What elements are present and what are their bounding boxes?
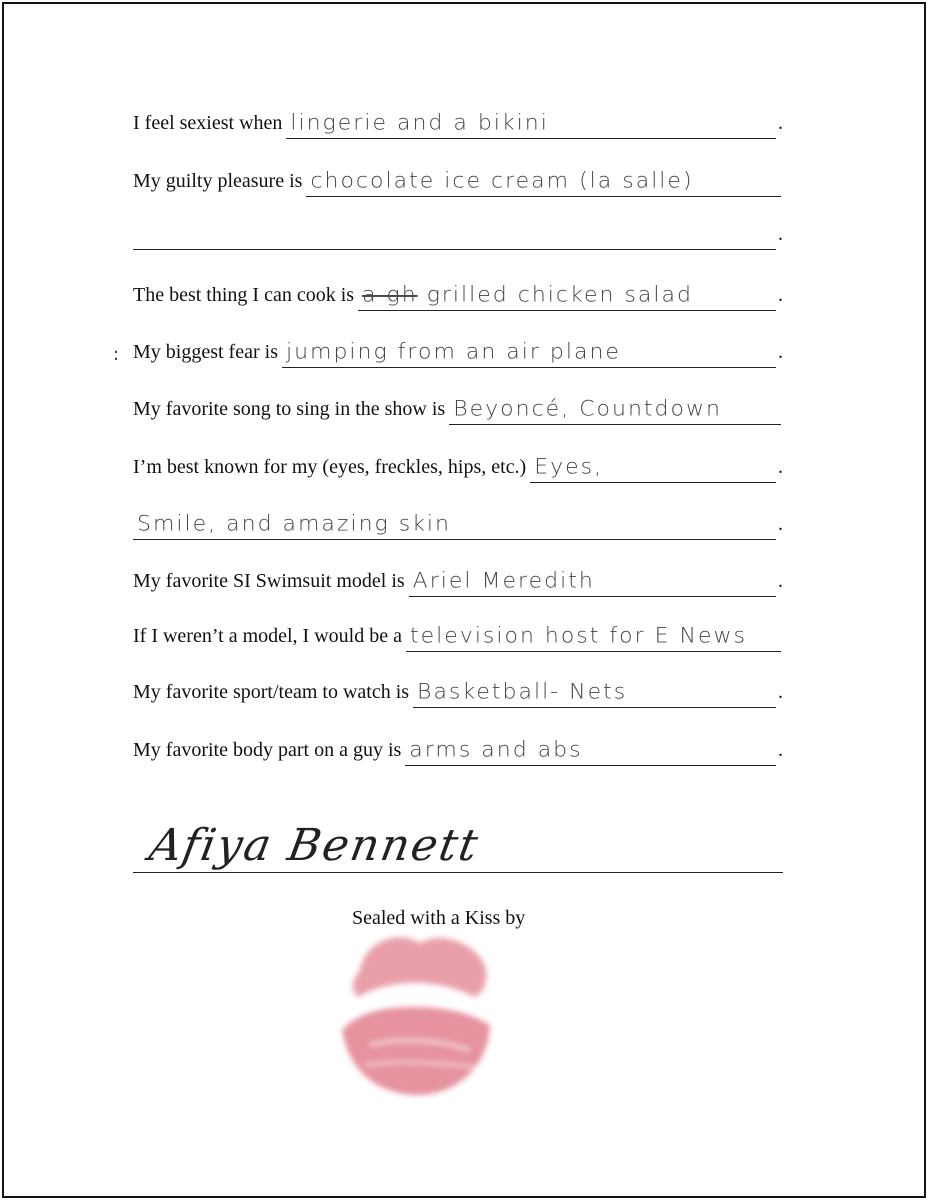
question-row: The best thing I can cook is a gh grilled chicken salad . — [133, 279, 783, 311]
question-label: The best thing I can cook is — [133, 284, 355, 306]
question-row — [133, 620, 783, 652]
handwritten-answer: Eyes, — [534, 455, 604, 480]
answer-line — [133, 219, 776, 250]
answer-line — [306, 166, 781, 197]
handwritten-answer: lingerie and a bikini — [290, 111, 549, 136]
upper-lip — [353, 937, 486, 997]
question-label: My favorite SI Swimsuit model is — [133, 570, 405, 592]
handwritten-answer: chocolate ice cream (la salle) — [310, 169, 694, 194]
question-label: My biggest fear is — [133, 341, 278, 363]
sealed-with-a-kiss-label: Sealed with a Kiss by — [352, 907, 526, 929]
handwritten-answer: jumping from an air plane — [285, 340, 621, 365]
handwritten-answer: a gh grilled chicken salad — [362, 283, 693, 308]
question-label: I’m best known for my (eyes, freckles, hips, etc.) — [133, 456, 527, 478]
question-label: My favorite sport/team to watch is — [133, 681, 410, 703]
question-label: My favorite song to sing in the show is — [133, 398, 446, 420]
question-row: My biggest fear is jumping from an air plane . — [133, 336, 783, 368]
question-label: My favorite body part on a guy is — [133, 739, 402, 761]
signature-line — [133, 872, 783, 873]
handwritten-answer: arms and abs — [409, 738, 583, 763]
lipstick-kiss-mark — [330, 925, 500, 1105]
handwritten-answer: Smile, and amazing skin — [137, 512, 451, 537]
question-row: I’m best known for my (eyes, freckles, hips, etc.) Eyes, . — [133, 451, 783, 483]
handwritten-answer: Basketball- Nets — [417, 680, 628, 705]
question-row: Smile, and amazing skin . — [133, 508, 783, 540]
struck-text: a gh — [362, 283, 418, 308]
margin-mark: : — [113, 344, 120, 365]
question-row — [133, 393, 783, 425]
handwritten-answer: Ariel Meredith — [412, 569, 595, 594]
answer-line — [286, 108, 776, 139]
answer-line — [449, 394, 781, 425]
answer-line — [133, 509, 776, 540]
question-row: My favorite sport/team to watch is Basketball- Nets . — [133, 676, 783, 708]
signature: Afiya Bennett — [145, 820, 484, 871]
handwritten-answer: television host for E News — [409, 624, 747, 649]
answer-line — [358, 280, 776, 311]
question-row: I feel sexiest when lingerie and a bikini . — [133, 107, 783, 139]
handwritten-answer: Beyoncé, Countdown — [453, 397, 722, 422]
answer-line — [409, 566, 776, 597]
answer-line — [406, 621, 781, 652]
answer-line — [413, 677, 776, 708]
answer-line — [530, 452, 776, 483]
question-row: My favorite SI Swimsuit model is Ariel Meredith . — [133, 565, 783, 597]
question-label: If I weren’t a model, I would be a — [133, 625, 402, 647]
answer-line — [282, 337, 776, 368]
answer-line — [405, 735, 776, 766]
question-row — [133, 165, 783, 197]
question-label: I feel sexiest when — [133, 112, 283, 134]
question-row: My favorite body part on a guy is arms and abs . — [133, 734, 783, 766]
question-row: . — [133, 218, 783, 250]
question-label: My guilty pleasure is — [133, 170, 303, 192]
